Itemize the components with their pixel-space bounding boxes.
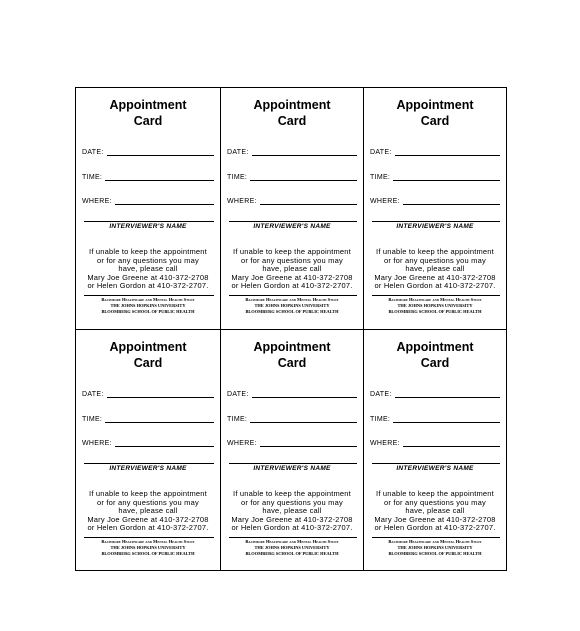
date-label: DATE: — [227, 391, 249, 398]
institution-block — [364, 297, 506, 316]
card-title-line1: Appointment — [109, 98, 187, 112]
date-field[interactable] — [370, 146, 500, 156]
date-label: DATE: — [82, 391, 104, 398]
where-blank-line[interactable] — [115, 439, 214, 447]
where-label: WHERE: — [82, 440, 112, 447]
institution-divider — [372, 537, 500, 538]
school-name: BLOOMBERG SCHOOL OF PUBLIC HEALTH — [245, 551, 339, 557]
time-field[interactable] — [370, 171, 500, 181]
message-line: have, please call — [262, 506, 322, 516]
institution-block — [221, 297, 363, 316]
interviewer-signature-line[interactable] — [84, 463, 214, 464]
time-blank-line[interactable] — [105, 415, 214, 423]
time-blank-line[interactable] — [393, 173, 500, 181]
message-line: have, please call — [262, 264, 322, 274]
where-label: WHERE: — [82, 198, 112, 205]
card-title-line2: Card — [133, 356, 163, 370]
where-field[interactable] — [370, 195, 500, 205]
where-field[interactable] — [227, 437, 357, 447]
appointment-card — [221, 88, 364, 330]
institution-divider — [372, 295, 500, 296]
appointment-card — [364, 88, 506, 330]
card-title-line2: Card — [420, 114, 450, 128]
institution-block — [76, 539, 220, 558]
institution-block — [364, 539, 506, 558]
card-title-line2: Card — [133, 114, 163, 128]
message-line: have, please call — [118, 264, 178, 274]
message-line: If unable to keep the appointment — [233, 247, 351, 256]
appointment-card — [221, 330, 364, 570]
study-name: Baltimore Healthcare and Mental Health Study — [101, 297, 195, 302]
date-label: DATE: — [227, 149, 249, 156]
time-label: TIME: — [227, 174, 248, 181]
where-label: WHERE: — [227, 198, 257, 205]
where-label: WHERE: — [370, 198, 400, 205]
institution-block — [221, 539, 363, 558]
interviewer-name-label: INTERVIEWER'S NAME — [396, 223, 474, 230]
time-blank-line[interactable] — [250, 173, 357, 181]
date-field[interactable] — [370, 388, 500, 398]
date-blank-line[interactable] — [107, 148, 214, 156]
where-blank-line[interactable] — [260, 197, 357, 205]
institution-divider — [229, 537, 357, 538]
date-field[interactable] — [82, 146, 214, 156]
date-blank-line[interactable] — [395, 390, 500, 398]
study-name: Baltimore Healthcare and Mental Health Study — [245, 297, 339, 302]
university-name: THE JOHNS HOPKINS UNIVERSITY — [110, 303, 186, 309]
message-line: or Helen Gordon at 410-372-2707. — [374, 523, 496, 533]
message-line: have, please call — [405, 264, 465, 274]
date-label: DATE: — [370, 391, 392, 398]
date-label: DATE: — [370, 149, 392, 156]
school-name: BLOOMBERG SCHOOL OF PUBLIC HEALTH — [388, 551, 482, 557]
message-line: have, please call — [405, 506, 465, 516]
date-field[interactable] — [227, 146, 357, 156]
message-line: If unable to keep the appointment — [233, 489, 351, 498]
university-name: THE JOHNS HOPKINS UNIVERSITY — [254, 545, 330, 551]
card-title — [221, 339, 363, 371]
contact-message — [366, 490, 504, 533]
where-field[interactable] — [82, 195, 214, 205]
message-line: If unable to keep the appointment — [376, 489, 494, 498]
message-line: If unable to keep the appointment — [89, 247, 207, 256]
card-title — [221, 97, 363, 129]
time-blank-line[interactable] — [250, 415, 357, 423]
message-line: have, please call — [118, 506, 178, 516]
study-name: Baltimore Healthcare and Mental Health Study — [245, 539, 339, 544]
where-field[interactable] — [370, 437, 500, 447]
where-blank-line[interactable] — [260, 439, 357, 447]
institution-divider — [84, 537, 214, 538]
institution-divider — [229, 295, 357, 296]
time-label: TIME: — [82, 174, 103, 181]
interviewer-name-label: INTERVIEWER'S NAME — [109, 223, 187, 230]
interviewer-name-label: INTERVIEWER'S NAME — [396, 465, 474, 472]
message-line: or for any questions you may — [384, 255, 486, 265]
card-title-line1: Appointment — [253, 98, 331, 112]
message-line: or Helen Gordon at 410-372-2707. — [87, 281, 209, 291]
university-name: THE JOHNS HOPKINS UNIVERSITY — [397, 303, 473, 309]
message-line: or for any questions you may — [97, 497, 199, 507]
card-title — [364, 97, 506, 129]
contact-message — [78, 248, 218, 291]
school-name: BLOOMBERG SCHOOL OF PUBLIC HEALTH — [101, 309, 195, 315]
school-name: BLOOMBERG SCHOOL OF PUBLIC HEALTH — [388, 309, 482, 315]
institution-divider — [84, 295, 214, 296]
contact-message — [78, 490, 218, 533]
contact-message — [223, 490, 361, 533]
date-blank-line[interactable] — [252, 148, 357, 156]
where-blank-line[interactable] — [403, 439, 500, 447]
card-title-line2: Card — [277, 356, 307, 370]
time-field[interactable] — [82, 171, 214, 181]
appointment-card — [76, 88, 221, 330]
time-label: TIME: — [227, 416, 248, 423]
study-name: Baltimore Healthcare and Mental Health Study — [388, 539, 482, 544]
message-line: Mary Joe Greene at 410-372-2708 — [231, 514, 353, 524]
contact-message — [366, 248, 504, 291]
message-line: Mary Joe Greene at 410-372-2708 — [374, 514, 496, 524]
where-label: WHERE: — [227, 440, 257, 447]
date-blank-line[interactable] — [107, 390, 214, 398]
card-title-line1: Appointment — [396, 98, 474, 112]
institution-block — [76, 297, 220, 316]
message-line: If unable to keep the appointment — [89, 489, 207, 498]
message-line: If unable to keep the appointment — [376, 247, 494, 256]
message-line: or for any questions you may — [384, 497, 486, 507]
time-label: TIME: — [370, 174, 391, 181]
message-line: Mary Joe Greene at 410-372-2708 — [374, 272, 496, 282]
message-line: or Helen Gordon at 410-372-2707. — [87, 523, 209, 533]
school-name: BLOOMBERG SCHOOL OF PUBLIC HEALTH — [245, 309, 339, 315]
interviewer-signature-line[interactable] — [372, 463, 500, 464]
interviewer-signature-line[interactable] — [84, 221, 214, 222]
study-name: Baltimore Healthcare and Mental Health Study — [101, 539, 195, 544]
message-line: or for any questions you may — [241, 255, 343, 265]
date-label: DATE: — [82, 149, 104, 156]
message-line: or for any questions you may — [97, 255, 199, 265]
where-label: WHERE: — [370, 440, 400, 447]
appointment-card — [76, 330, 221, 570]
school-name: BLOOMBERG SCHOOL OF PUBLIC HEALTH — [101, 551, 195, 557]
interviewer-name-label: INTERVIEWER'S NAME — [253, 465, 331, 472]
university-name: THE JOHNS HOPKINS UNIVERSITY — [110, 545, 186, 551]
interviewer-name-label: INTERVIEWER'S NAME — [253, 223, 331, 230]
time-field[interactable] — [227, 171, 357, 181]
where-blank-line[interactable] — [115, 197, 214, 205]
appointment-card — [364, 330, 506, 570]
message-line: or Helen Gordon at 410-372-2707. — [231, 281, 353, 291]
date-field[interactable] — [82, 388, 214, 398]
university-name: THE JOHNS HOPKINS UNIVERSITY — [397, 545, 473, 551]
date-blank-line[interactable] — [395, 148, 500, 156]
where-field[interactable] — [227, 195, 357, 205]
time-blank-line[interactable] — [105, 173, 214, 181]
card-title — [76, 339, 220, 371]
time-field[interactable] — [227, 413, 357, 423]
card-title-line1: Appointment — [109, 340, 187, 354]
appointment-card-sheet — [75, 87, 507, 571]
interviewer-signature-line[interactable] — [229, 221, 357, 222]
time-label: TIME: — [82, 416, 103, 423]
message-line: or Helen Gordon at 410-372-2707. — [231, 523, 353, 533]
interviewer-signature-line[interactable] — [372, 221, 500, 222]
date-field[interactable] — [227, 388, 357, 398]
card-title-line2: Card — [277, 114, 307, 128]
time-field[interactable] — [82, 413, 214, 423]
contact-message — [223, 248, 361, 291]
card-title-line2: Card — [420, 356, 450, 370]
time-label: TIME: — [370, 416, 391, 423]
interviewer-signature-line[interactable] — [229, 463, 357, 464]
card-title — [364, 339, 506, 371]
where-field[interactable] — [82, 437, 214, 447]
message-line: Mary Joe Greene at 410-372-2708 — [87, 514, 209, 524]
university-name: THE JOHNS HOPKINS UNIVERSITY — [254, 303, 330, 309]
message-line: or Helen Gordon at 410-372-2707. — [374, 281, 496, 291]
card-title-line1: Appointment — [253, 340, 331, 354]
study-name: Baltimore Healthcare and Mental Health Study — [388, 297, 482, 302]
message-line: Mary Joe Greene at 410-372-2708 — [87, 272, 209, 282]
time-field[interactable] — [370, 413, 500, 423]
message-line: Mary Joe Greene at 410-372-2708 — [231, 272, 353, 282]
interviewer-name-label: INTERVIEWER'S NAME — [109, 465, 187, 472]
message-line: or for any questions you may — [241, 497, 343, 507]
card-title — [76, 97, 220, 129]
where-blank-line[interactable] — [403, 197, 500, 205]
date-blank-line[interactable] — [252, 390, 357, 398]
time-blank-line[interactable] — [393, 415, 500, 423]
card-title-line1: Appointment — [396, 340, 474, 354]
